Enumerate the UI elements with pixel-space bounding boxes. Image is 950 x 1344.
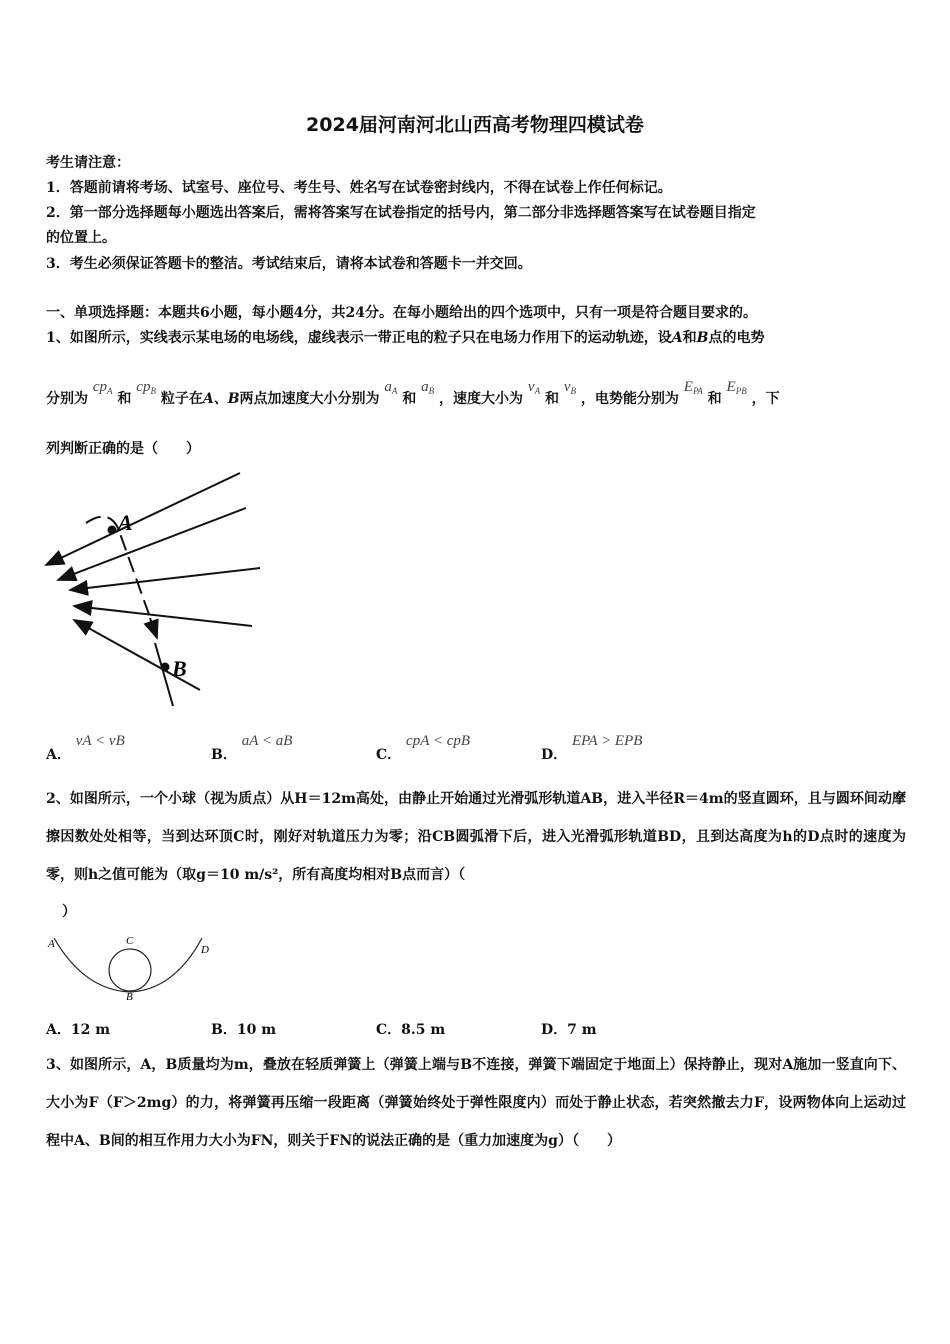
q2-option-d[interactable]: D．7 m [541, 1022, 597, 1038]
notice-heading: 考生请注意： [46, 155, 130, 171]
aB-symbol: $a_B$ [421, 379, 435, 396]
q2-text: 2、如图所示，一个小球（视为质点）从H＝12m高处，由静止开始通过光滑弧形轨道AB，进入半径R＝4m的竖直圆环，且与圆环间动摩擦因数处处相等，当到达环顶C时，刚好对轨道压力为零；沿CB圆弧滑下后，进入光滑弧形轨道BD，且到达高度为h的D点时的速度为零，则h之值可能为（取g＝10 m/s²，所有高度均相对B点而言）（ [46, 791, 906, 883]
q1-field-diagram [40, 468, 270, 713]
section-heading: 一、单项选择题：本题共6小题，每小题4分，共24分。在每小题给出的四个选项中，只有一项是符合题目要求的。 [46, 305, 757, 321]
q3-text: 3、如图所示，A，B质量均为m，叠放在轻质弹簧上（弹簧上端与B不连接，弹簧下端固定于地面上）保持静止，现对A施加一竖直向下、大小为F（F＞2mg）的力，将弹簧再压缩一段距离（弹簧始终处于弹性限度内）而处于静止状态，若突然撤去力F，设两物体向上运动过程中A、B间的相互作用力大小为FN，则关于FN的说法正确的是（重力加速度为g）（ ） [46, 1057, 906, 1149]
point-A-dot [108, 526, 117, 535]
point-C-label: C [126, 935, 134, 947]
q2-option-b[interactable]: B．10 m [211, 1022, 277, 1038]
q1-option-a[interactable]: A． vA < vB [46, 733, 125, 763]
q2-option-a[interactable]: A．12 m [46, 1022, 111, 1038]
vertical-loop [109, 949, 151, 991]
notice-item-2-cont: 的位置上。 [46, 230, 116, 246]
vA-symbol: $v_A$ [527, 379, 541, 396]
trajectory-arrow [150, 618, 157, 638]
point-A-label: A [48, 938, 55, 950]
q1-option-b[interactable]: B． aA < aB [211, 733, 293, 763]
cpA-symbol: $cp_A$ [92, 379, 113, 396]
q2-option-c[interactable]: C．8.5 m [376, 1022, 446, 1038]
cpB-symbol: $cp_B$ [136, 379, 156, 396]
point-B-label: B [126, 991, 133, 1002]
field-line-3 [70, 568, 260, 590]
EPA-symbol: $E_{PA}$ [683, 379, 703, 396]
notice-item-3: 3．考生必须保证答题卡的整洁。考试结束后，请将本试卷和答题卡一并交回。 [46, 256, 532, 272]
field-line-1 [46, 473, 240, 565]
point-A-label: A [118, 510, 133, 535]
notice-item-2: 2．第一部分选择题每小题选出答案后，需将答案写在试卷指定的括号内，第二部分非选择题答案写在试卷题目指定 [46, 205, 756, 221]
field-line-4 [74, 606, 252, 626]
q1-line3: 列判断正确的是（ ） [46, 441, 200, 457]
q1-line1: 1、如图所示，实线表示某电场的电场线，虚线表示一带正电的粒子只在电场力作用下的运动轨迹，设A和B点的电势 [46, 330, 765, 346]
aA-symbol: $a_A$ [384, 379, 398, 396]
q1-option-d[interactable]: D． EPA > EPB [541, 733, 643, 763]
q2-text-end: ） [62, 904, 76, 920]
page-title: 2024届河南河北山西高考物理四模试卷 [306, 114, 644, 136]
point-B-dot [161, 663, 170, 672]
field-line-2 [58, 508, 246, 580]
point-B-label: B [172, 656, 187, 681]
q1-option-b-expr: aA < aB [241, 733, 293, 749]
q1-option-c-expr: cpA < cpB [406, 733, 471, 749]
vB-symbol: $v_B$ [563, 379, 577, 396]
q2-track-diagram [44, 930, 224, 1002]
point-D-label: D [201, 944, 209, 956]
q1-option-a-expr: vA < vB [75, 733, 125, 749]
q1-line2: 分别为 $cp_A$ 和 $cp_B$ 粒子在A、B两点加速度大小分别为 $a_A$ 和 $a_B$ ，速度大小为 $v_A$ 和 $v_B$ ，电势能分别为 $E_{PA}$ 和 $E_{PB}$ ，下 [46, 379, 780, 407]
notice-item-1: 1．答题前请将考场、试室号、座位号、考生号、姓名写在试卷密封线内，不得在试卷上作任何标记。 [46, 180, 672, 196]
EPB-symbol: $E_{PB}$ [726, 379, 747, 396]
q1-option-c[interactable]: C． cpA < cpB [376, 733, 471, 763]
q1-option-d-expr: EPA > EPB [572, 733, 643, 749]
